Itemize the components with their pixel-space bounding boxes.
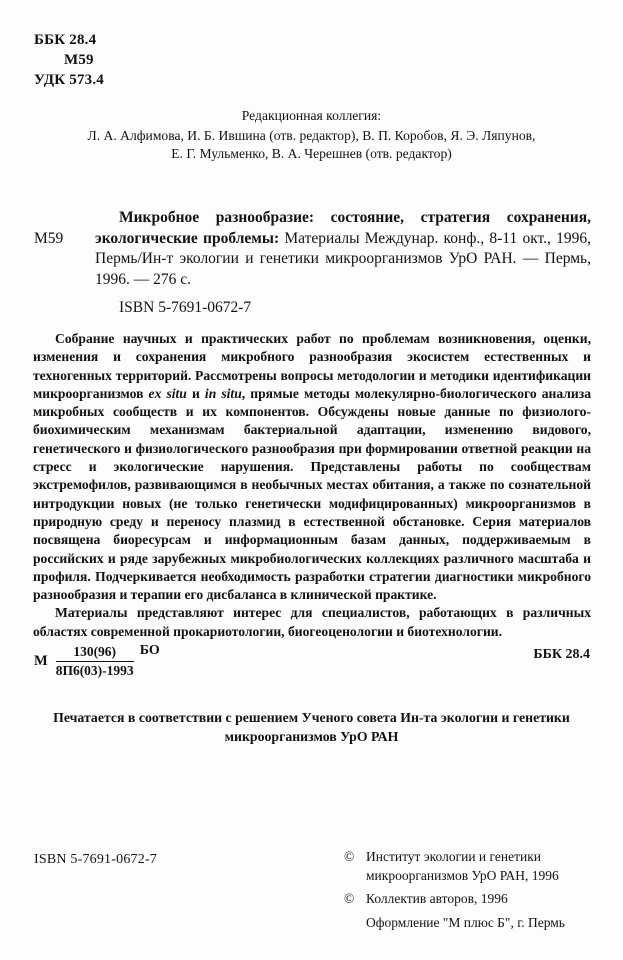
- copyright-authors: [344, 890, 592, 909]
- book-description: Материалы Междунар. конф., 8-11 окт., 1996, Пермь/Ин-т экологии и генетики микроорганизмов УрО РАН. — Пермь, 1996. — 276 с.: [95, 229, 591, 288]
- design-credit: [344, 914, 592, 933]
- editorial-board: [0, 107, 623, 164]
- term-ex-situ: ex situ: [148, 385, 187, 401]
- term-in-situ: in situ: [204, 385, 242, 401]
- catalog-number-block: [34, 644, 160, 679]
- catalog-entry-text: [95, 208, 591, 290]
- copyright-institute-text: Институт экологии и генетики микроорганизмов УрО РАН, 1996: [366, 849, 559, 883]
- copyright-institute: [344, 848, 592, 885]
- annotation-text-1: Собрание научных и практических работ по проблемам возникновения, оценки, изменения и сохранения микробного разнообразия экосистем естественных и техногенных территорий. Рассмотрены вопросы методологии и методики идентификации микроорганизмов: [33, 331, 591, 401]
- entry-isbn: ISBN 5-7691-0672-7: [119, 299, 252, 316]
- catalog-letter: М: [34, 653, 48, 669]
- print-approval-note: Печатается в соответствии с решением Ученого совета Ин-та экологии и генетики микроорганизмов УрО РАН: [53, 710, 570, 744]
- copyright-icon: ©: [344, 849, 355, 864]
- annotation-text-3: , прямые методы молекулярно-биологического анализа микробных сообществ и их компонентов. Обсуждены новые данные по физиолого-биохимическим механизмам бактериальной адаптации, изменению видового, генетического и физиологического разнообразия при формировании ответной реакции на стресс и экологические нарушения. Представлены работы по сообществам экстремофилов, развивающимся в необычных местах обитания, а также по сознательной интродукции новых (не только генетически модифицированных) микроорганизмов в природную среду и переносу плазмид в естественной обстановке. Серия материалов посвящена биоресурсам и информационным базам данных, поддерживаемым в российских и ряде зарубежных микробиологических коллекциях различного масштаба и профиля. Подчеркивается необходимость разработки стратегии диагностики микробного разнообразия и терапии его дисбаланса в клинической практике.: [33, 385, 592, 603]
- catalog-entry: [95, 208, 591, 319]
- copyright-authors-text: Коллектив авторов, 1996: [366, 891, 508, 907]
- copyright-block: [344, 848, 592, 937]
- footer-isbn: ISBN 5-7691-0672-7: [34, 852, 157, 867]
- bbk-code: ББК 28.4: [34, 32, 97, 48]
- editorial-board-members-line1: Л. А. Алфимова, И. Б. Ившина (отв. редактор), В. П. Коробов, Я. Э. Ляпунов,: [87, 127, 536, 143]
- annotation-paragraph-1: [33, 330, 591, 604]
- book-title: Микробное разнообразие: состояние, стратегия сохранения, экологические проблемы:: [95, 209, 591, 247]
- fraction-denominator: 8П6(03)-1993: [55, 663, 134, 678]
- classification-codes: [34, 30, 104, 90]
- editorial-board-members-line2: Е. Г. Мульменко, В. А. Черешнев (отв. редактор): [171, 146, 452, 162]
- copyright-icon: ©: [344, 891, 355, 907]
- entry-author-code: М59: [34, 230, 64, 247]
- catalog-suffix: БО: [139, 643, 160, 658]
- fraction-numerator: 130(96): [56, 644, 134, 662]
- catalog-fraction: [56, 644, 134, 679]
- design-credit-text: Оформление "М плюс Б", г. Пермь: [366, 914, 565, 930]
- copyright-spacer: [344, 914, 366, 933]
- annotation-paragraph-2: Материалы представляют интерес для специалистов, работающих в различных областях современной прокариотологии, биогеоценологии и биотехнологии.: [33, 605, 591, 639]
- annotation-text-2: и: [186, 385, 205, 401]
- annotation: [33, 330, 591, 641]
- udk-code: УДК 573.4: [34, 72, 104, 88]
- bbk-code-bottom: ББК 28.4: [533, 647, 590, 662]
- author-sign-code: М59: [64, 52, 94, 68]
- editorial-board-heading: Редакционная коллегия:: [241, 108, 382, 123]
